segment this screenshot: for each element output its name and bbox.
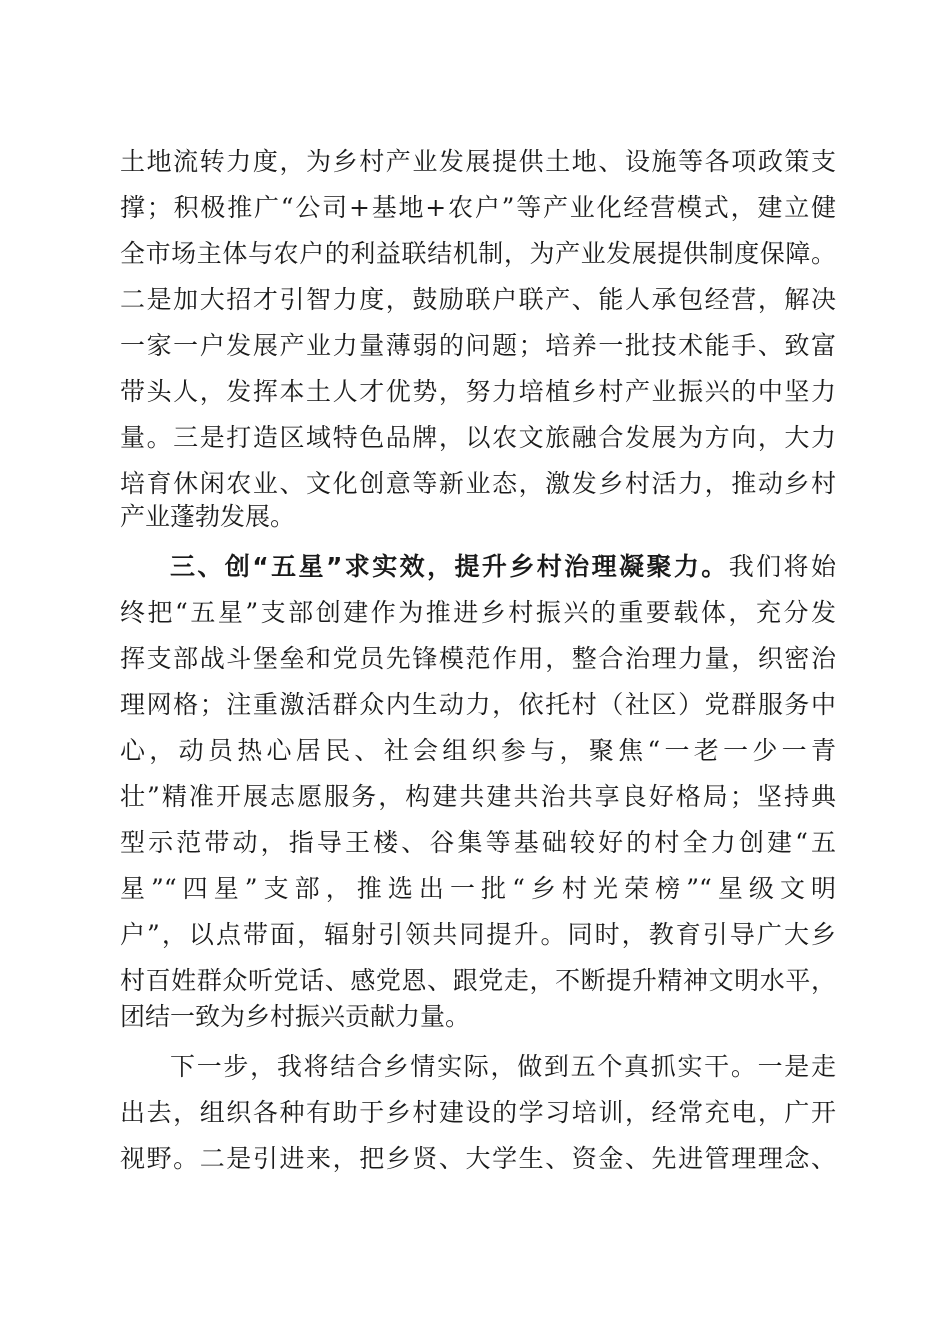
section-heading: 三、创“五星”求实效，提升乡村治理凝聚力。 bbox=[170, 552, 729, 581]
paragraph-3-line-3: 视野。二是引进来，把乡贤、大学生、资金、先进管理理念、 bbox=[120, 1144, 836, 1173]
paragraph-2-line-8: 星”“四星”支部，推选出一批“乡村光荣榜”“星级文明 bbox=[120, 874, 836, 903]
paragraph-1-line-2: 撑；积极推广“公司+基地+农户”等产业化经营模式，建立健 bbox=[120, 193, 836, 222]
paragraph-1-line-7: 量。三是打造区域特色品牌，以农文旅融合发展为方向，大力 bbox=[120, 423, 836, 452]
paragraph-3-line-2: 出去，组织各种有助于乡村建设的学习培训，经常充电，广开 bbox=[120, 1098, 836, 1127]
paragraph-1-line-6: 带头人，发挥本土人才优势，努力培植乡村产业振兴的中坚力 bbox=[120, 377, 836, 406]
paragraph-2-line-4: 理网格；注重激活群众内生动力，依托村（社区）党群服务中 bbox=[120, 690, 836, 719]
paragraph-2-line-6: 壮”精准开展志愿服务，构建共建共治共享良好格局；坚持典 bbox=[120, 782, 836, 811]
paragraph-1-line-1: 土地流转力度，为乡村产业发展提供土地、设施等各项政策支 bbox=[120, 147, 836, 176]
paragraph-2-line-10: 村百姓群众听党话、感党恩、跟党走，不断提升精神文明水平， bbox=[120, 966, 836, 995]
paragraph-2-line-2: 终把“五星”支部创建作为推进乡村振兴的重要载体，充分发 bbox=[120, 598, 836, 627]
paragraph-2-line-9: 户”，以点带面，辐射引领共同提升。同时，教育引导广大乡 bbox=[120, 920, 836, 949]
paragraph-1-line-5: 一家一户发展产业力量薄弱的问题；培养一批技术能手、致富 bbox=[120, 331, 836, 360]
paragraph-1-line-9: 产业蓬勃发展。 bbox=[120, 502, 296, 531]
paragraph-2-line-3: 挥支部战斗堡垒和党员先锋模范作用，整合治理力量，织密治 bbox=[120, 644, 836, 673]
paragraph-2-line-5: 心，动员热心居民、社会组织参与，聚焦“一老一少一青 bbox=[120, 736, 836, 765]
paragraph-2-line-11: 团结一致为乡村振兴贡献力量。 bbox=[120, 1002, 471, 1031]
paragraph-2-line-1 bbox=[170, 545, 836, 589]
paragraph-1-line-4: 二是加大招才引智力度，鼓励联户联产、能人承包经营，解决 bbox=[120, 285, 836, 314]
paragraph-1-line-8: 培育休闲农业、文化创意等新业态，激发乡村活力，推动乡村 bbox=[120, 469, 836, 498]
paragraph-3-line-1: 下一步，我将结合乡情实际，做到五个真抓实干。一是走 bbox=[170, 1052, 836, 1081]
paragraph-2-line-1-text: 我们将始 bbox=[728, 552, 836, 581]
paragraph-1-line-3: 全市场主体与农户的利益联结机制，为产业发展提供制度保障。 bbox=[120, 239, 836, 268]
paragraph-2-line-7: 型示范带动，指导王楼、谷集等基础较好的村全力创建“五 bbox=[120, 828, 836, 857]
